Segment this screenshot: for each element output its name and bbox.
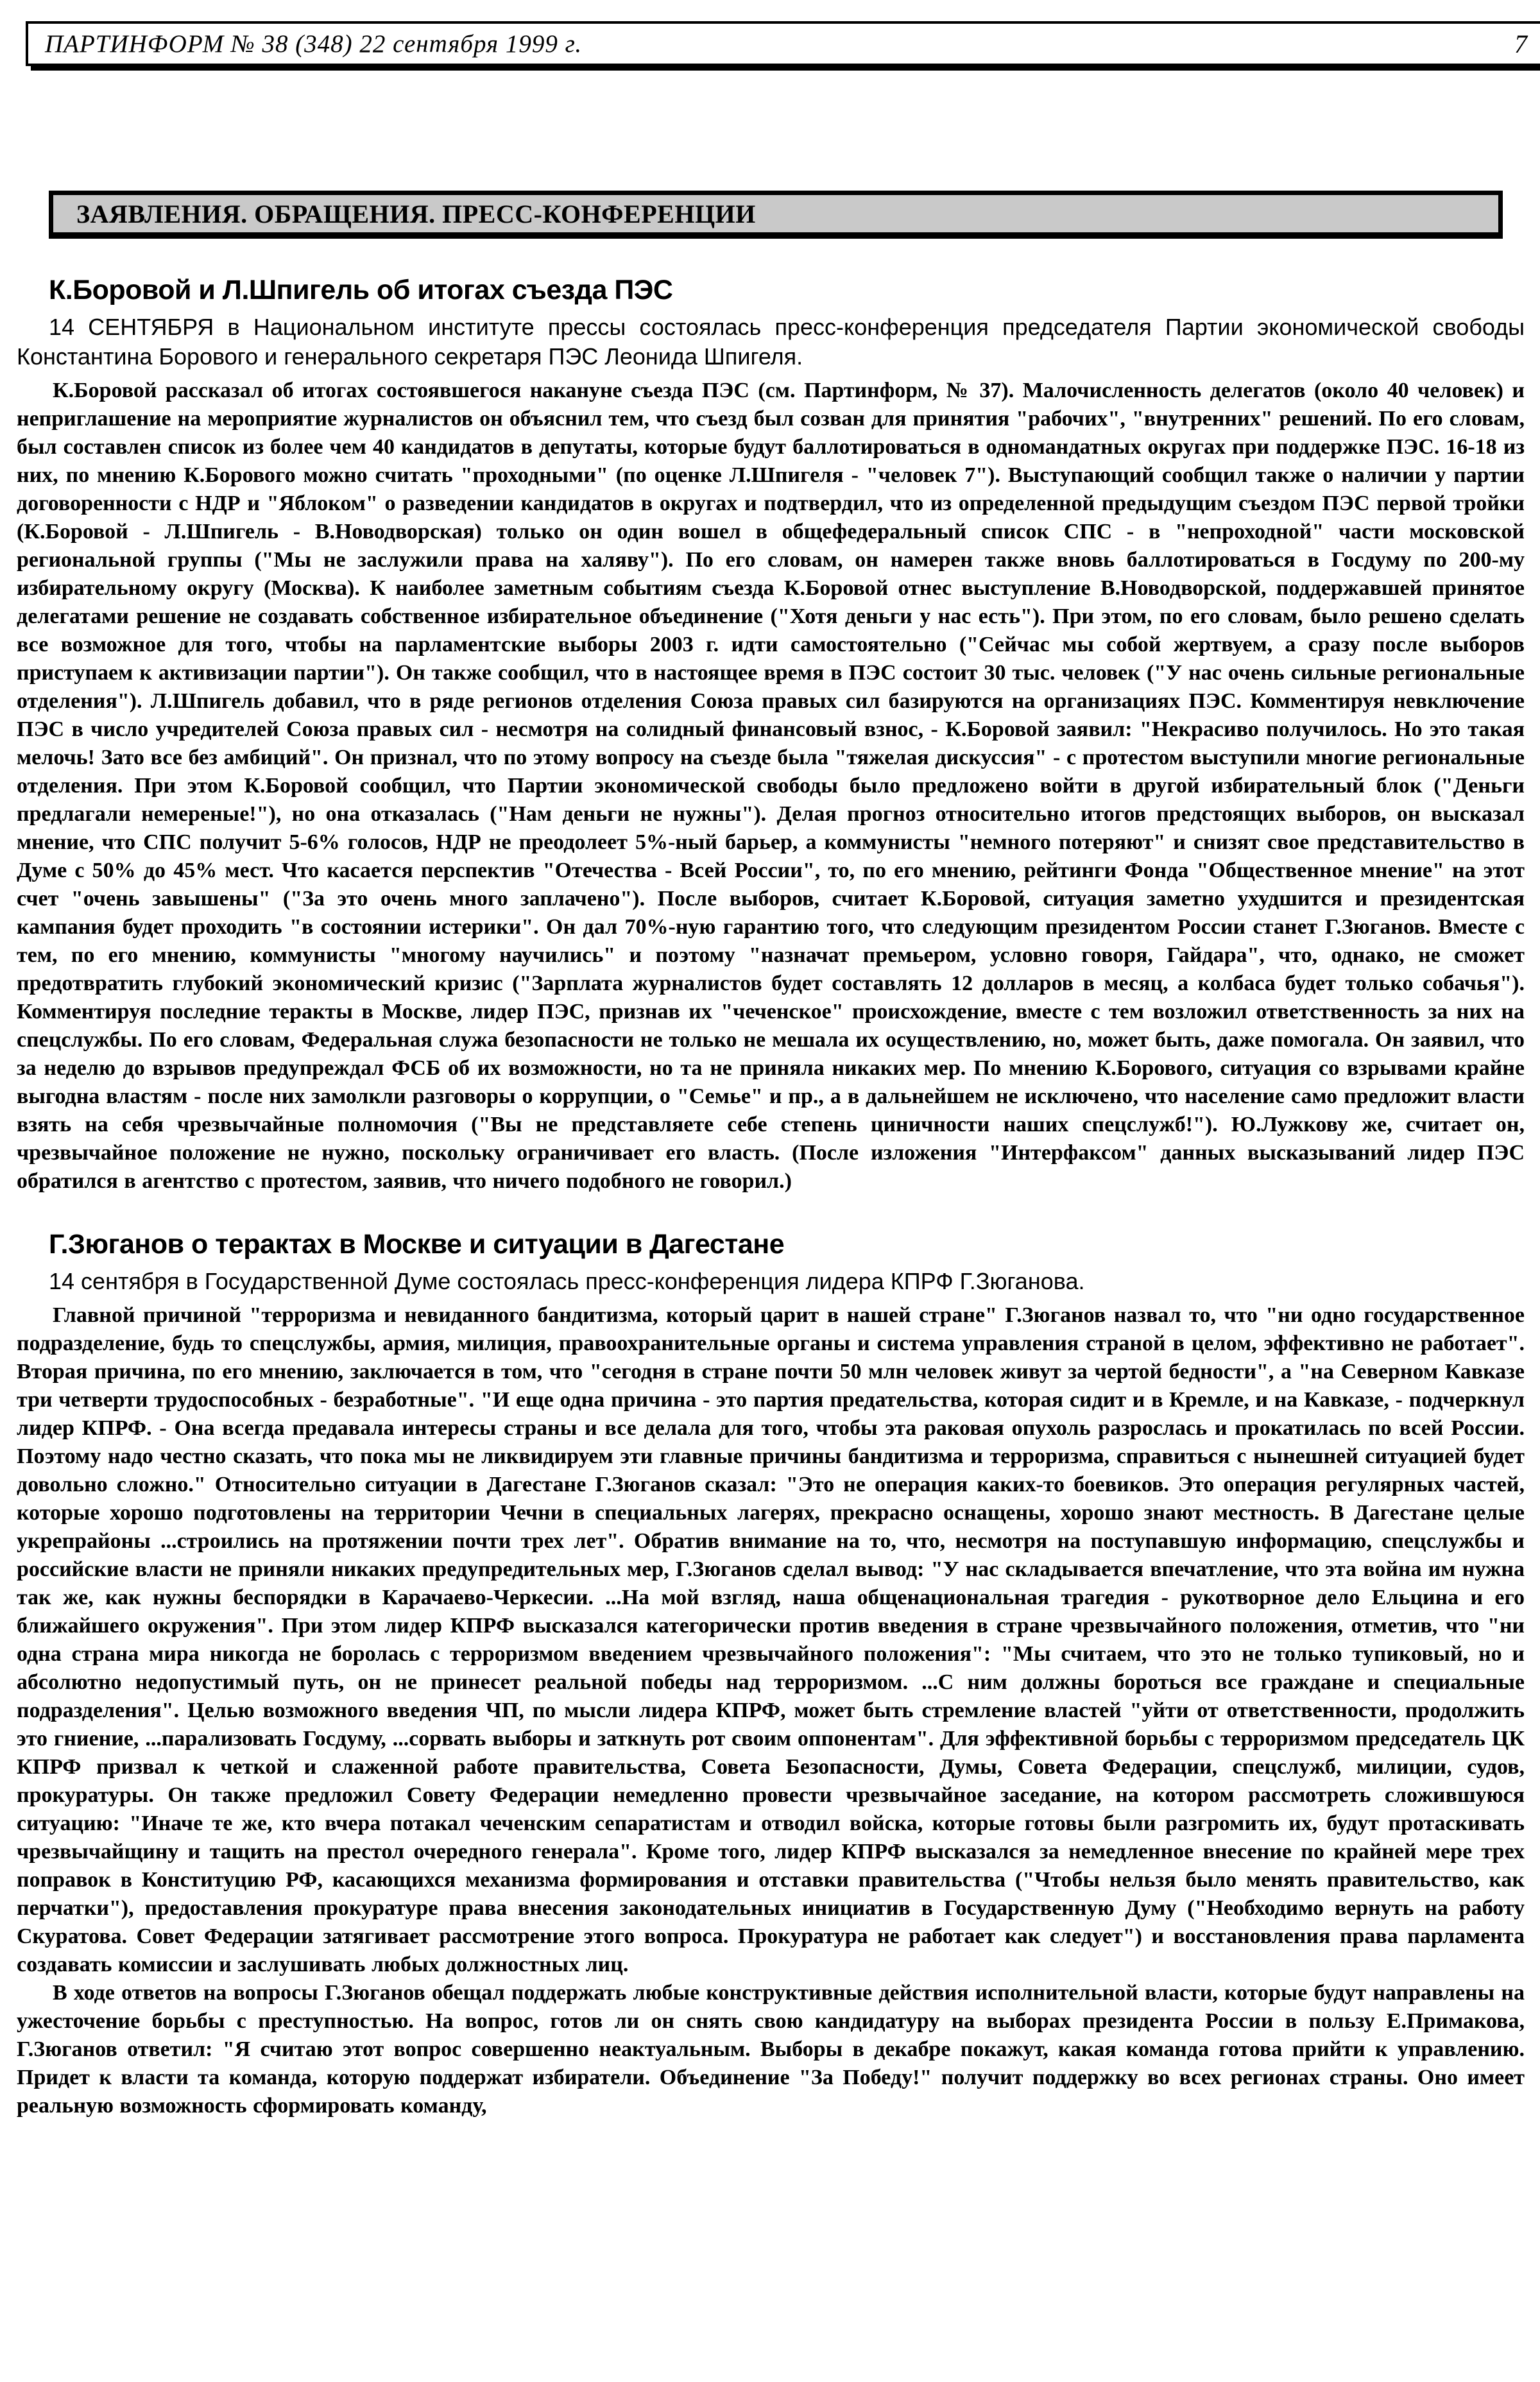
article-title: К.Боровой и Л.Шпигель об итогах съезда ПЭС [49,275,673,305]
article-lead: 14 сентября в Государственной Думе состоялась пресс-конференция лидера КПРФ Г.Зюганова. [49,1268,1085,1294]
article-pes-congress [17,275,1525,1195]
article-lead: 14 СЕНТЯБРЯ в Национальном институте прессы состоялась пресс-конференция председателя Партии экономической свободы Константина Борового и генерального секретаря ПЭС Леонида Шпигеля. [17,314,1525,370]
page-content [17,275,1525,2120]
article-zyuganov-press-conference [17,1229,1525,2120]
running-head [26,21,1540,66]
article-paragraph: Главной причиной "терроризма и невиданного бандитизма, который царит в нашей стране" Г.Зюганов назвал то, что "ни одно государственное подразделение, будь то спецслужбы, армия, милиция, правоохранительные органы и система управления страной в целом, эффективно не работает". Вторая причина, по его мнению, заключается в том, что "сегодня в стране почти 50 млн человек живут за чертой бедности", а "на Северном Кавказе три четверти трудоспособных - безработные". "И еще одна причина - это партия предательства, которая сидит и в Кремле, и на Кавказе, - подчеркнул лидер КПРФ. - Она всегда предавала интересы страны и все делала для того, чтобы эта раковая опухоль разрослась и прокатилась по всей России. Поэтому надо честно сказать, что пока мы не ликвидируем эти главные причины бандитизма и терроризма, справиться с нынешней ситуацией будет довольно сложно." Относительно ситуации в Дагестане Г.Зюганов сказал: "Это не операция каких-то боевиков. Это операция регулярных частей, которые хорошо подготовлены на территории Чечни в специальных лагерях, прекрасно оснащены, хорошо знают местность. В Дагестане целые укрепрайоны ...строились на протяжении почти трех лет". Обратив внимание на то, что, несмотря на поступавшую информацию, спецслужбы и российские власти не приняли никаких предупредительных мер, Г.Зюганов сделал вывод: "У нас складывается впечатление, что эта война им нужна так же, как нужны беспорядки в Карачаево-Черкесии. ...На мой взгляд, наша общенациональная трагедия - рукотворное дело Ельцина и его ближайшего окружения". При этом лидер КПРФ высказался категорически против введения в стране чрезвычайного положения, отметив, что "ни одна страна мира никогда не боролась с терроризмом введением чрезвычайного положения": "Мы считаем, что это не только тупиковый, но и абсолютно недопустимый путь, он не принесет реальной победы над терроризмом. ...С ним должны бороться все граждане и специальные подразделения". Целью возможного введения ЧП, по мысли лидера КПРФ, может быть стремление властей "уйти от ответственности, продолжить это гниение, ...парализовать Госдуму, ...сорвать выборы и заткнуть рот своим оппонентам". Для эффективной борьбы с терроризмом председатель ЦК КПРФ призвал к четкой и слаженной работе правительства, Совета Безопасности, Думы, Совета Федерации, спецслужб, милиции, судов, прокуратуры. Он также предложил Совету Федерации немедленно провести чрезвычайное заседание, на котором рассмотреть сложившуюся ситуацию: "Иначе те же, кто вчера потакал чеченским сепаратистам и отводил войска, которые готовы были разгромить их, будут протаскивать чрезвычайщину и тащить на престол очередного генерала". Кроме того, лидер КПРФ высказался за немедленное внесение по крайней мере трех поправок в Конституцию РФ, касающихся механизма формирования и отставки правительства ("Чтобы нельзя было менять правительство, как перчатки"), предоставления прокуратуре права внесения законодательных инициатив в Государственную Думу ("Необходимо вернуть на работу Скуратова. Совет Федерации затягивает рассмотрение этого вопроса. Прокуратура не работает как следует") и восстановления права парламента создавать комиссии и заслушивать любых должностных лиц. [17,1303,1525,1976]
page-number: 7 [1514,29,1527,58]
article-paragraph: В ходе ответов на вопросы Г.Зюганов обещал поддержать любые конструктивные действия исполнительной власти, которые будут направлены на ужесточение борьбы с преступностью. На вопрос, готов ли он снять свою кандидатуру на выборах президента России в пользу Е.Примакова, Г.Зюганов ответил: "Я считаю этот вопрос совершенно неактуальным. Выборы в декабре покажут, какая команда готова прийти к управлению. Придет к власти та команда, которую поддержат избиратели. Объединение "За Победу!" получит поддержку во всех регионах страны. Оно имеет реальную возможность сформировать команду, [17,1981,1525,2118]
section-banner-title: ЗАЯВЛЕНИЯ. ОБРАЩЕНИЯ. ПРЕСС-КОНФЕРЕНЦИИ [76,200,756,228]
article-paragraph: К.Боровой рассказал об итогах состоявшегося накануне съезда ПЭС (см. Партинформ, № 37). Малочисленность делегатов (около 40 человек) и неприглашение на мероприятие журналистов он объяснил тем, что съезд был созван для принятия "рабочих", "внутренних" решений. По его словам, был составлен список из более чем 40 кандидатов в депутаты, которые будут баллотироваться в одномандатных округах при поддержке ПЭС. 16-18 из них, по мнению К.Борового можно считать "проходными" (по оценке Л.Шпигеля - "человек 7"). Выступающий сообщил также о наличии у партии договоренности с НДР и "Яблоком" о разведении кандидатов в округах и подтвердил, что из определенной предыдущим съездом ПЭС первой тройки (К.Боровой - Л.Шпигель - В.Новодворская) только он один вошел в общефедеральный список СПС - в "непроходной" части московской региональной группы ("Мы не заслужили права на халяву"). По его словам, он намерен также вновь баллотироваться в Госдуму по 200-му избирательному округу (Москва). К наиболее заметным событиям съезда К.Боровой отнес выступление В.Новодворской, поддержавшей принятое делегатами решение не создавать собственное избирательное объединение ("Хотя деньги у нас есть"). При этом, по его словам, было решено сделать все возможное для того, чтобы на парламентские выборы 2003 г. идти самостоятельно ("Сейчас мы собой жертвуем, а сразу после выборов приступаем к активизации партии"). Он также сообщил, что в настоящее время в ПЭС состоит 30 тыс. человек ("У нас очень сильные региональные отделения"). Л.Шпигель добавил, что в ряде регионов отделения Союза правых сил базируются на организациях ПЭС. Комментируя невключение ПЭС в число учредителей Союза правых сил - несмотря на солидный финансовый взнос, - К.Боровой заявил: "Некрасиво получилось. Но это такая мелочь! Зато все без амбиций". Он признал, что по этому вопросу на съезде была "тяжелая дискуссия" - с протестом выступили многие региональные отделения. При этом К.Боровой сообщил, что Партии экономической свободы было предложено войти в другой избирательный блок ("Деньги предлагали немереные!"), но она отказалась ("Нам деньги не нужны"). Делая прогноз относительно итогов предстоящих выборов, он высказал мнение, что СПС получит 5-6% голосов, НДР не преодолеет 5%-ный барьер, а коммунисты "немного потеряют" и снизят свое представительство в Думе с 50% до 45% мест. Что касается перспектив "Отечества - Всей России", то, по его мнению, рейтинги Фонда "Общественное мнение" на этот счет "очень завышены" ("За это очень много заплачено"). После выборов, считает К.Боровой, ситуация заметно ухудшится и президентская кампания будет проходить "в состоянии истерики". Он дал 70%-ную гарантию того, что следующим президентом России станет Г.Зюганов. Вместе с тем, по его мнению, коммунисты "многому научились" и поэтому "назначат премьером, условно говоря, Гайдара", что, однако, не сможет предотвратить глубокий экономический кризис ("Зарплата журналистов будет составлять 12 долларов в месяц, а колбаса будет только собачья"). Комментируя последние теракты в Москве, лидер ПЭС, признав их "чеченское" происхождение, вместе с тем возложил ответственность за них на спецслужбы. По его словам, Федеральная служа безопасности не только не мешала их осуществлению, но, может быть, даже помогала. Он заявил, что за неделю до взрывов предупреждал ФСБ об их возможности, но та не приняла никаких мер. По мнению К.Борового, ситуация со взрывами крайне выгодна властям - после них замолкли разговоры о коррупции, о "Семье" и пр., а в дальнейшем не исключено, что население само предложит власти взять на себя чрезвычайные полномочия ("Вы не представляете себе степень циничности наших спецслужб!"). Ю.Лужкову же, считает он, чрезвычайное положение не нужно, поскольку ограничивает его власть. (После изложения "Интерфаксом" данных высказываний лидер ПЭС обратился в агентство с протестом, заявив, что ничего подобного не говорил.) [17,379,1525,1193]
newsletter-title: ПАРТИНФОРМ № 38 (348) 22 сентября 1999 г. [45,30,583,58]
section-banner [49,191,1503,239]
article-title: Г.Зюганов о терактах в Москве и ситуации в Дагестане [49,1229,785,1260]
